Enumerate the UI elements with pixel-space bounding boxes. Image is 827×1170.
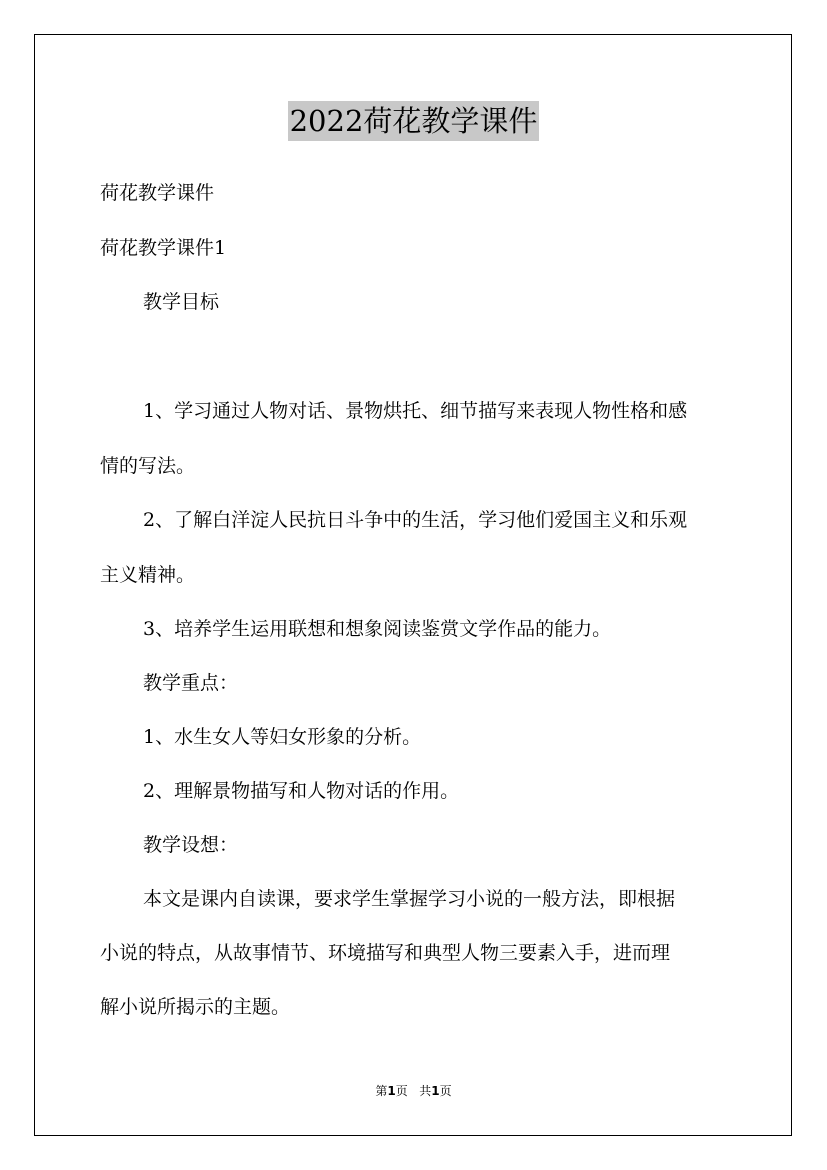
section-heading: 荷花教学课件 [100, 182, 215, 204]
footer-page-prefix: 第 [375, 1084, 388, 1098]
paragraph-line: 2、了解白洋淀人民抗日斗争中的生活，学习他们爱国主义和乐观 [143, 509, 688, 531]
paragraph-line: 3、培养学生运用联想和想象阅读鉴赏文学作品的能力。 [143, 618, 612, 640]
paragraph-line: 小说的特点，从故事情节、环境描写和典型人物三要素入手，进而理 [100, 942, 671, 964]
footer-page-number: 1 [387, 1084, 396, 1098]
subsection-heading: 荷花教学课件1 [100, 237, 227, 259]
heading-key-points: 教学重点： [143, 672, 239, 694]
paragraph-line: 2、理解景物描写和人物对话的作用。 [143, 780, 460, 802]
page-footer [0, 1083, 827, 1099]
heading-teaching-design: 教学设想： [143, 834, 239, 856]
document-title: 2022荷花教学课件 [288, 101, 540, 141]
paragraph-line: 情的写法。 [100, 455, 196, 477]
paragraph-line: 1、学习通过人物对话、景物烘托、细节描写来表现人物性格和感 [143, 400, 688, 422]
title-container [0, 101, 827, 141]
paragraph-line: 本文是课内自读课，要求学生掌握学习小说的一般方法，即根据 [143, 888, 676, 910]
paragraph-line: 解小说所揭示的主题。 [100, 996, 291, 1018]
footer-page-suffix: 页 [395, 1084, 408, 1098]
paragraph-line: 主义精神。 [100, 564, 196, 586]
footer-total-number: 1 [431, 1084, 440, 1098]
footer-total-prefix: 共 [419, 1084, 432, 1098]
heading-teaching-goals: 教学目标 [143, 291, 220, 313]
footer-total-suffix: 页 [439, 1084, 452, 1098]
paragraph-line: 1、水生女人等妇女形象的分析。 [143, 726, 422, 748]
